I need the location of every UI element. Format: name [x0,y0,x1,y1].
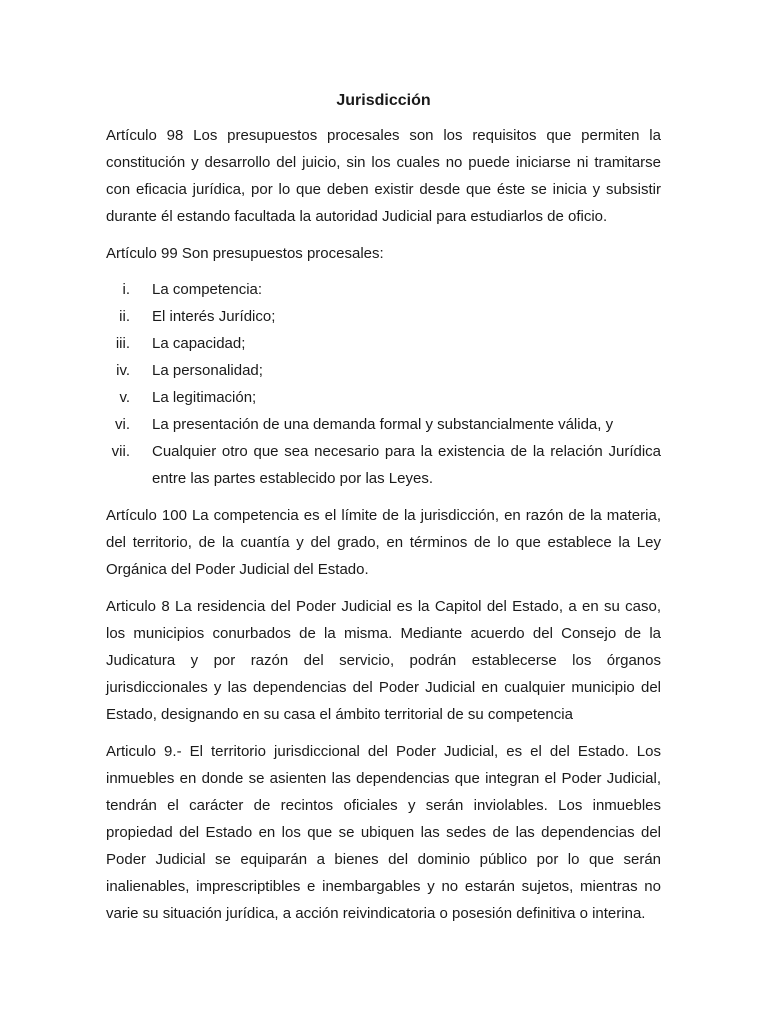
list-item [106,276,661,303]
article-99-paragraph: Artículo 99 Son presupuestos procesales: [106,245,384,262]
list-item-text: El interés Jurídico; [152,308,276,325]
list-item-text: Cualquier otro que sea necesario para la existencia de la relación Jurídica entre las partes establecido por las Leyes. [152,443,661,487]
list-numeral: iii. [115,335,130,352]
list-item [106,438,661,492]
list-item [106,411,661,438]
list-numeral: vi. [115,416,130,433]
list-item [106,330,661,357]
list-numeral: i. [122,281,130,298]
list-numeral: ii. [119,308,130,325]
list-item-text: La personalidad; [152,362,263,379]
list-item-text: La capacidad; [152,335,246,352]
list-item [106,357,661,384]
article-9-paragraph: Articulo 9.- El territorio jurisdiccional del Poder Judicial, es el del Estado. Los inmuebles en donde se asienten las dependencias que integran el Poder Judicial, tendrán el carácter de recintos oficiales y serán inviolables. Los inmuebles propiedad del Estado en los que se ubiquen las sedes de las dependencias del Poder Judicial se equiparán a bienes del dominio público por lo que serán inalienables, imprescriptibles e inembargables y no estarán sujetos, mientras no varie su situación jurídica, a acción reivindicatoria o posesión definitiva o interina. [106,743,661,922]
list-numeral: vii. [111,443,130,460]
list-item-text: La legitimación; [152,389,257,406]
list-numeral: v. [119,389,130,406]
procedural-requirements-list [106,276,661,492]
article-100-paragraph: Artículo 100 La competencia es el límite de la jurisdicción, en razón de la materia, del territorio, de la cuantía y del grado, en términos de lo que establece la Ley Orgánica del Poder Judicial del Estado. [106,507,661,578]
list-numeral: iv. [116,362,130,379]
list-item-text: La presentación de una demanda formal y substancialmente válida, y [152,416,614,433]
document-page [106,88,661,937]
page-title: Jurisdicción [336,92,431,109]
list-item-text: La competencia: [152,281,263,298]
list-item [106,303,661,330]
article-8-paragraph: Articulo 8 La residencia del Poder Judicial es la Capitol del Estado, a en su caso, los municipios conurbados de la misma. Mediante acuerdo del Consejo de la Judicatura y por razón del servicio, podrán establecerse los órganos jurisdiccionales y las dependencias del Poder Judicial en cualquier municipio del Estado, designando en su casa el ámbito territorial de su competencia [106,598,661,723]
list-item [106,384,661,411]
article-98-paragraph: Artículo 98 Los presupuestos procesales son los requisitos que permiten la constitución y desarrollo del juicio, sin los cuales no puede iniciarse ni tramitarse con eficacia jurídica, por lo que deben existir desde que éste se inicia y subsistir durante él estando facultada la autoridad Judicial para estudiarlos de oficio. [106,127,661,225]
